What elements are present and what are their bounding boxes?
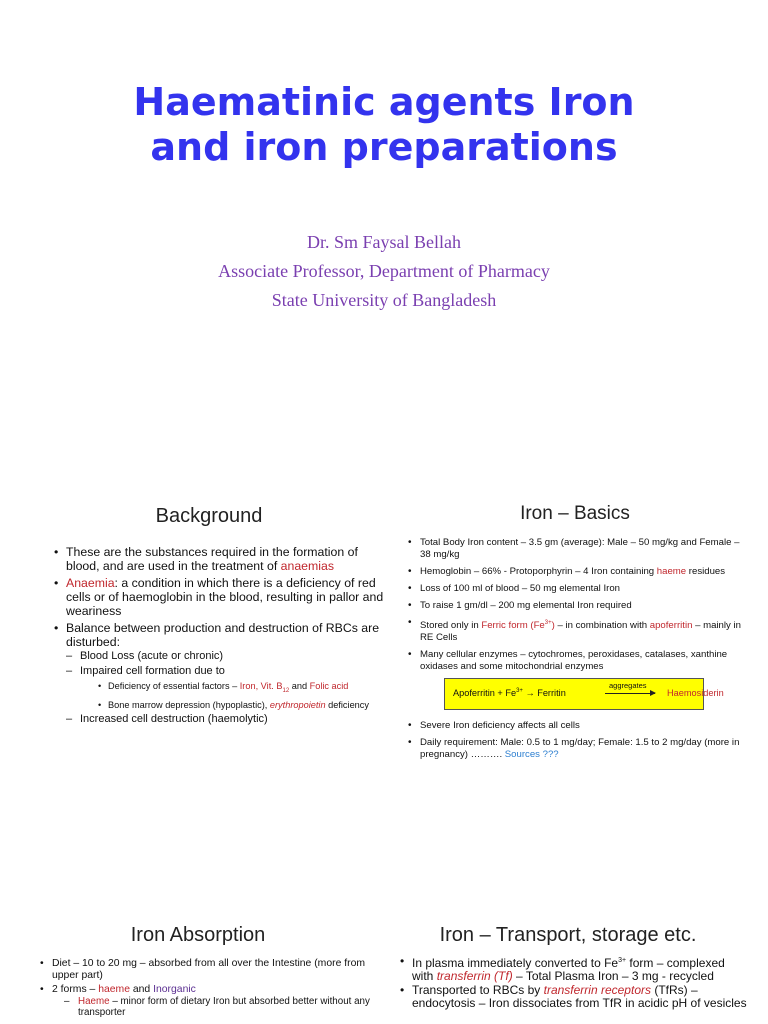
list-item: • Bone marrow depression (hypoplastic), erythropoietin deficiency <box>98 698 386 712</box>
slide-heading: Iron – Transport, storage etc. <box>439 924 697 946</box>
sub-sub-list <box>98 679 386 712</box>
slide-iron-basics <box>406 503 746 773</box>
author-institution: State University of Bangladesh <box>271 290 497 310</box>
slide-heading: Iron – Basics <box>520 503 630 524</box>
list-item: • Total Body Iron content – 3.5 gm (average): Male – 50 mg/kg and Female – 38 mg/kg <box>406 537 746 561</box>
list-item: – Increased cell destruction (haemolytic) <box>66 712 386 727</box>
flow-right: Haemosiderin <box>667 688 724 699</box>
slide-heading: Iron Absorption <box>130 924 266 946</box>
bullet-list <box>406 537 746 673</box>
bullet-list <box>406 720 746 761</box>
list-item: • Stored only in Ferric form $(Fe^{3+})$ – in combination with apoferritin – mainly in RE Cells <box>406 617 746 644</box>
list-item: – Haeme – minor form of dietary Iron but absorbed better without any transporter <box>64 996 388 1018</box>
sub-list <box>64 996 388 1018</box>
list-item: • Anaemia: a condition in which there is a deficiency of red cells or of haemoglobin in the blood, resulting in pallor and weariness <box>52 576 386 618</box>
list-item: • Severe Iron deficiency affects all cells <box>406 720 746 732</box>
bullet-list <box>38 958 388 1018</box>
ferritin-flow-box <box>444 678 724 710</box>
bullet-list <box>52 545 386 727</box>
flow-left: Apoferritin + $Fe^{3+}$ → Ferritin <box>453 688 566 699</box>
arrow-right-icon <box>605 693 655 694</box>
author-position: Associate Professor, Department of Pharmacy <box>218 261 550 281</box>
list-item: • These are the substances required in the formation of blood, and are used in the treatment of anaemias <box>52 545 386 573</box>
sub-list <box>66 649 386 727</box>
list-item: • To raise 1 gm/dl – 200 mg elemental Iron required <box>406 600 746 612</box>
list-item: • Many cellular enzymes – cytochromes, peroxidases, catalases, xanthine oxidases and some mitochondrial enzymes <box>406 649 746 673</box>
flow-aggregates-label: aggregates <box>609 681 647 691</box>
list-item: • 2 forms – haeme and Inorganic – Haeme – minor form of dietary Iron but absorbed better without any transporter <box>38 984 388 1018</box>
list-item: • Transported to RBCs by transferrin receptors (TfRs) – endocytosis – Iron dissociates from TfR in acidic pH of vesicles <box>398 984 748 1009</box>
list-item: • In plasma immediately converted to $Fe^{3+}$ form – complexed with transferrin (Tf) – Total Plasma Iron – 3 mg - recycled <box>398 955 748 982</box>
title-line-1: Haematinic agents Iron <box>133 80 635 124</box>
list-item: – Blood Loss (acute or chronic) <box>66 649 386 664</box>
slide-iron-transport <box>398 924 748 1024</box>
slide-heading: Background <box>155 505 263 527</box>
slide-background <box>52 505 386 750</box>
list-item: • Daily requirement: Male: 0.5 to 1 mg/day; Female: 1.5 to 2 mg/day (more in pregnancy) ………. Sources ??? <box>406 737 746 761</box>
list-item: • Deficiency of essential factors – Iron, Vit. $B_{12}$ and Folic acid <box>98 679 386 698</box>
slide-iron-absorption <box>38 924 388 1024</box>
main-title <box>0 80 768 170</box>
list-item: • Diet – 10 to 20 mg – absorbed from all over the Intestine (more from upper part) <box>38 958 388 982</box>
list-item: • Loss of 100 ml of blood – 50 mg elemental Iron <box>406 583 746 595</box>
list-item: – Impaired cell formation due to • Deficiency of essential factors – Iron, Vit. $B_{12}$ and Folic acid • Bone marrow depression (hypoplastic), erythropoietin deficiency <box>66 664 386 712</box>
title-line-2: and iron preparations <box>150 125 618 169</box>
author-block <box>0 228 768 315</box>
list-item: • Hemoglobin – 66% - Protoporphyrin – 4 Iron containing haeme residues <box>406 566 746 578</box>
list-item: • Balance between production and destruction of RBCs are disturbed: – Blood Loss (acute or chronic) – Impaired cell formation due to • Deficiency of essential factors – Iron, Vit. $B_{12}$ and Folic acid • Bone marrow depression (hypoplastic), erythropoietin deficiency – Increased cell destruction (haemolytic) <box>52 621 386 727</box>
author-name: Dr. Sm Faysal Bellah <box>307 232 461 252</box>
bullet-list <box>398 955 748 1009</box>
